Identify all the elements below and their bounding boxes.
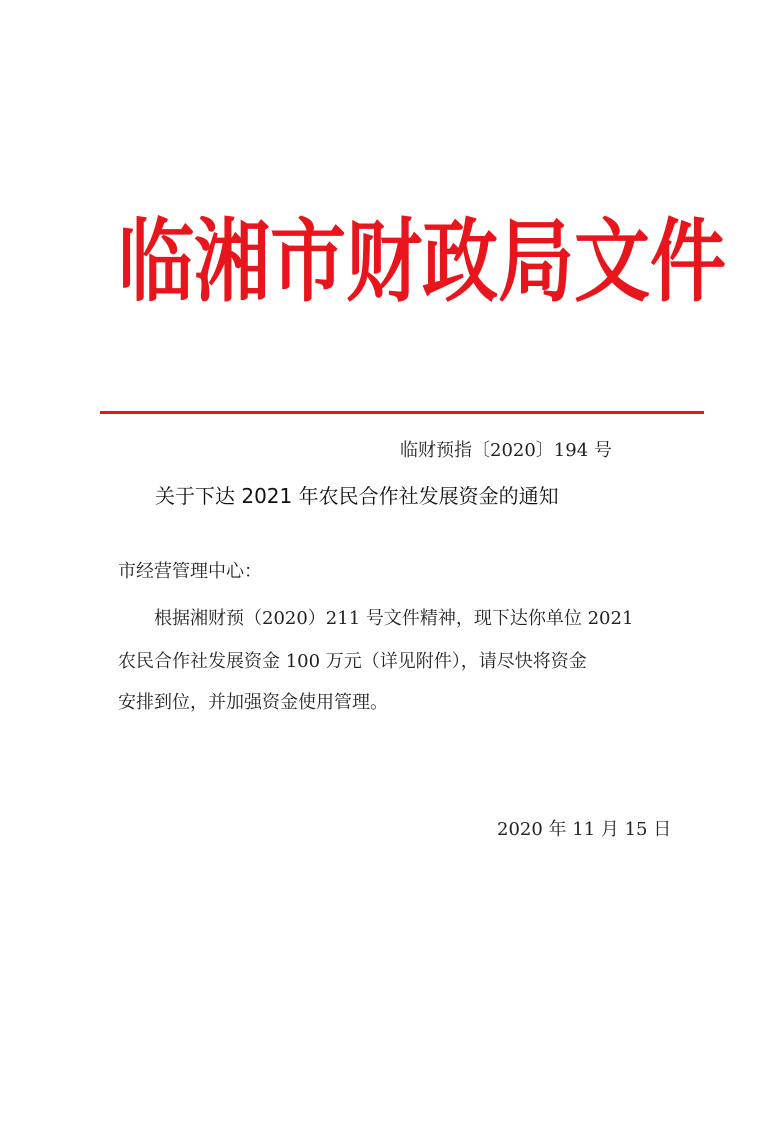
body-paragraph-line: 农民合作社发展资金 100 万元（详见附件），请尽快将资金 bbox=[118, 651, 587, 672]
header-char: 文 bbox=[574, 208, 650, 314]
document-number: 临财预指〔2020〕194 号 bbox=[400, 440, 612, 461]
header-divider-rule bbox=[100, 411, 704, 414]
body-paragraph-line: 根据湘财预（2020）211 号文件精神，现下达你单位 2021 bbox=[154, 608, 634, 629]
header-char: 湘 bbox=[194, 208, 270, 314]
header-char: 市 bbox=[270, 208, 346, 314]
document-date: 2020 年 11 月 15 日 bbox=[497, 819, 672, 840]
header-char: 财 bbox=[346, 208, 422, 314]
document-title: 关于下达 2021 年农民合作社发展资金的通知 bbox=[155, 484, 559, 508]
recipient-line: 市经营管理中心： bbox=[118, 561, 262, 582]
header-char: 件 bbox=[650, 208, 726, 314]
header-char: 临 bbox=[118, 208, 194, 314]
header-char: 政 bbox=[422, 208, 498, 314]
header-char: 局 bbox=[498, 208, 574, 314]
body-paragraph-line: 安排到位，并加强资金使用管理。 bbox=[118, 692, 388, 713]
document-header-title bbox=[118, 208, 726, 314]
